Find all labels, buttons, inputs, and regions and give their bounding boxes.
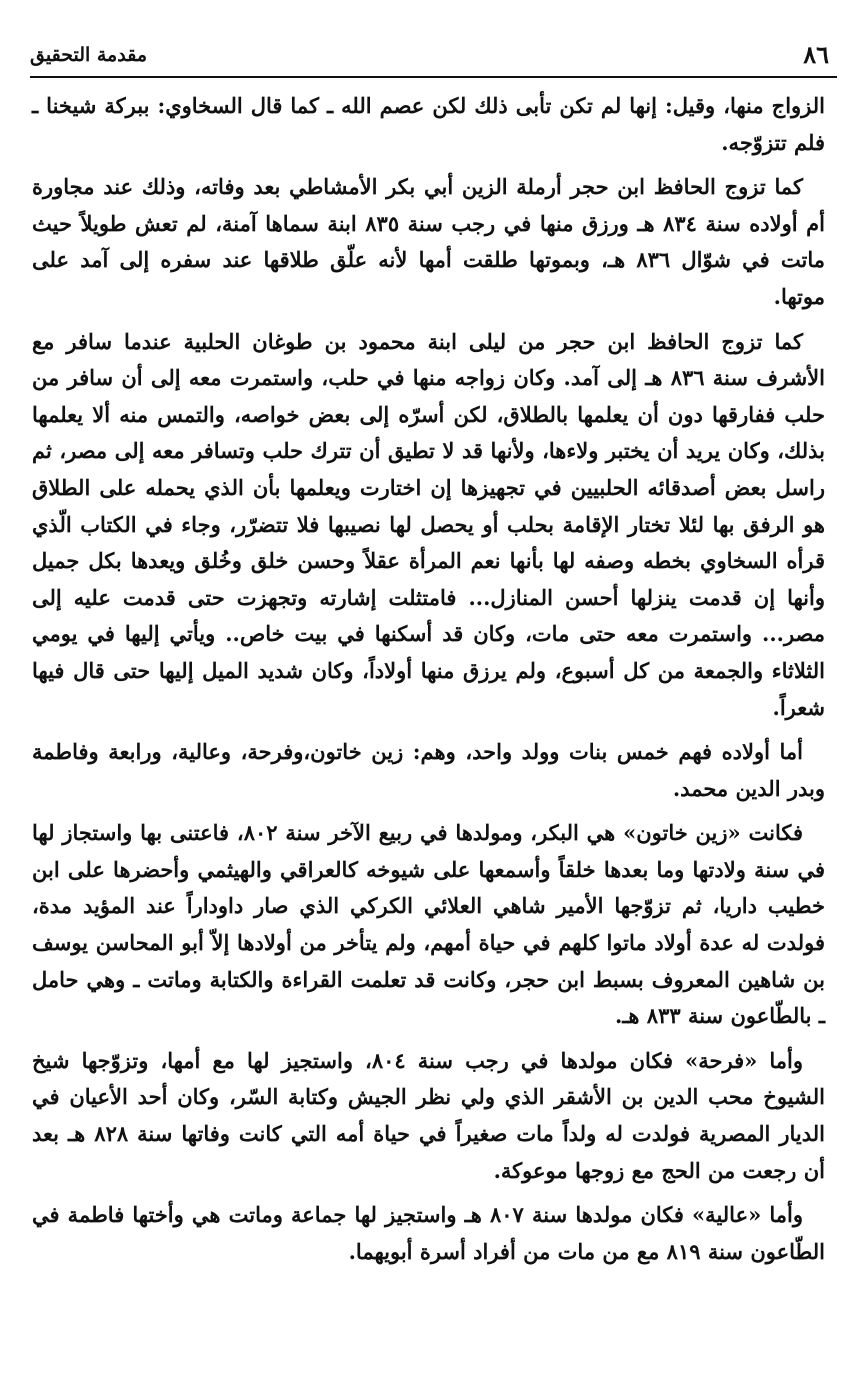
paragraph: أما أولاده فهم خمس بنات وولد واحد، وهم: زين خاتون،وفرحة، وعالية، ورابعة وفاطمة وبدر الدين محمد. (32, 739, 825, 801)
paragraph: فكانت «زين خاتون» هي البكر، ومولدها في ربيع الآخر سنة ٨٠٢، فاعتنى بها واستجاز لها في سنة ولادتها وما بعدها خلقاً وأسمعها على شيوخه كالعراقي والهيثمي وأحضرها على ابن خطيب داريا، ثم تزوّجها الأمير شاهي العلائي الكركي الذي صار داوداراً عند المؤيد مدة، فولدت له عدة أولاد ماتوا كلهم في حياة أمهم، ولم يتأخر من أولادها إلاّ أبو المحاسن يوسف بن شاهين المعروف بسبط ابن حجر، وكانت قد تعلمت القراءة والكتابة وماتت ـ وهي حامل ـ بالطّاعون سنة ٨٣٣ هـ. (32, 820, 825, 1029)
page-number: ٨٦ (803, 40, 829, 69)
paragraph: كما تزوج الحافظ ابن حجر من ليلى ابنة محمود بن طوغان الحلبية عندما سافر مع الأشرف سنة ٨٣٦ هـ إلى آمد. وكان زواجه منها في حلب، واستمرت معه إلى أن سافر من حلب ففارقها دون أن يعلمها بالطلاق، لكن أسرّه إلى بعض خواصه، والتمس منه ألا يعلمها بذلك، وكان يريد أن يختبر ولاءها، ولأنها قد لا تطيق أن تترك حلب وتسافر معه إلى مصر، ثم راسل بعض أصدقائه الحلبيين في تجهيزها إن اختارت ويعلمها بأن الذي يحمله على الطلاق هو الرفق بها لئلا تختار الإقامة بحلب أو يحصل لها نصيبها فلا تتضرّر، وجاء في الكتاب الّذي قرأه السخاوي بخطه وصفه لها بأنها نعم المرأة عقلاً وحسن خلق وخُلق ويعدها بكل جميل وأنها إن قدمت ينزلها أحسن المنازل... فامتثلت إشارته وتجهزت حتى قدمت عليه إلى مصر... واستمرت معه حتى مات، وكان قد أسكنها في بيت خاص.. ويأتي إليها في يومي الثلاثاء والجمعة من كل أسبوع، ولم يرزق منها أولاداً، وكان شديد الميل إليها حتى قال فيها شعراً. (32, 328, 825, 720)
body-text (32, 88, 825, 1278)
paragraph: وأما «فرحة» فكان مولدها في رجب سنة ٨٠٤، واستجيز لها مع أمها، وتزوّجها شيخ الشيوخ محب الدين بن الأشقر الذي ولي نظر الجيش وكتابة السّر، وكان أحد الأعيان في الديار المصرية فولدت له ولداً مات صغيراً في حياة أمه التي كانت وفاتها سنة ٨٢٨ هـ بعد أن رجعت من الحج مع زوجها موعوكة. (32, 1047, 825, 1183)
page-title: مقدمة التحقيق (30, 44, 147, 66)
paragraph: وأما «عالية» فكان مولدها سنة ٨٠٧ هـ واستجيز لها جماعة وماتت هي وأختها فاطمة في الطّاعون سنة ٨١٩ مع من مات من أفراد أسرة أبويهما. (32, 1202, 825, 1264)
paragraph: كما تزوج الحافظ ابن حجر أرملة الزين أبي بكر الأمشاطي بعد وفاته، وذلك عند مجاورة أم أولاده سنة ٨٣٤ هـ ورزق منها في رجب سنة ٨٣٥ ابنة سماها آمنة، لم تعش طويلاً حيث ماتت في شوّال ٨٣٦ هـ، وبموتها طلقت أمها لأنه علّق طلاقها عند سفره إلى آمد على موتها. (32, 174, 825, 309)
paragraph: الزواج منها، وقيل: إنها لم تكن تأبى ذلك لكن عصم الله ـ كما قال السخاوي: ببركة شيخنا ـ فلم تتزوّجه. (32, 93, 825, 155)
page-header (30, 40, 837, 78)
